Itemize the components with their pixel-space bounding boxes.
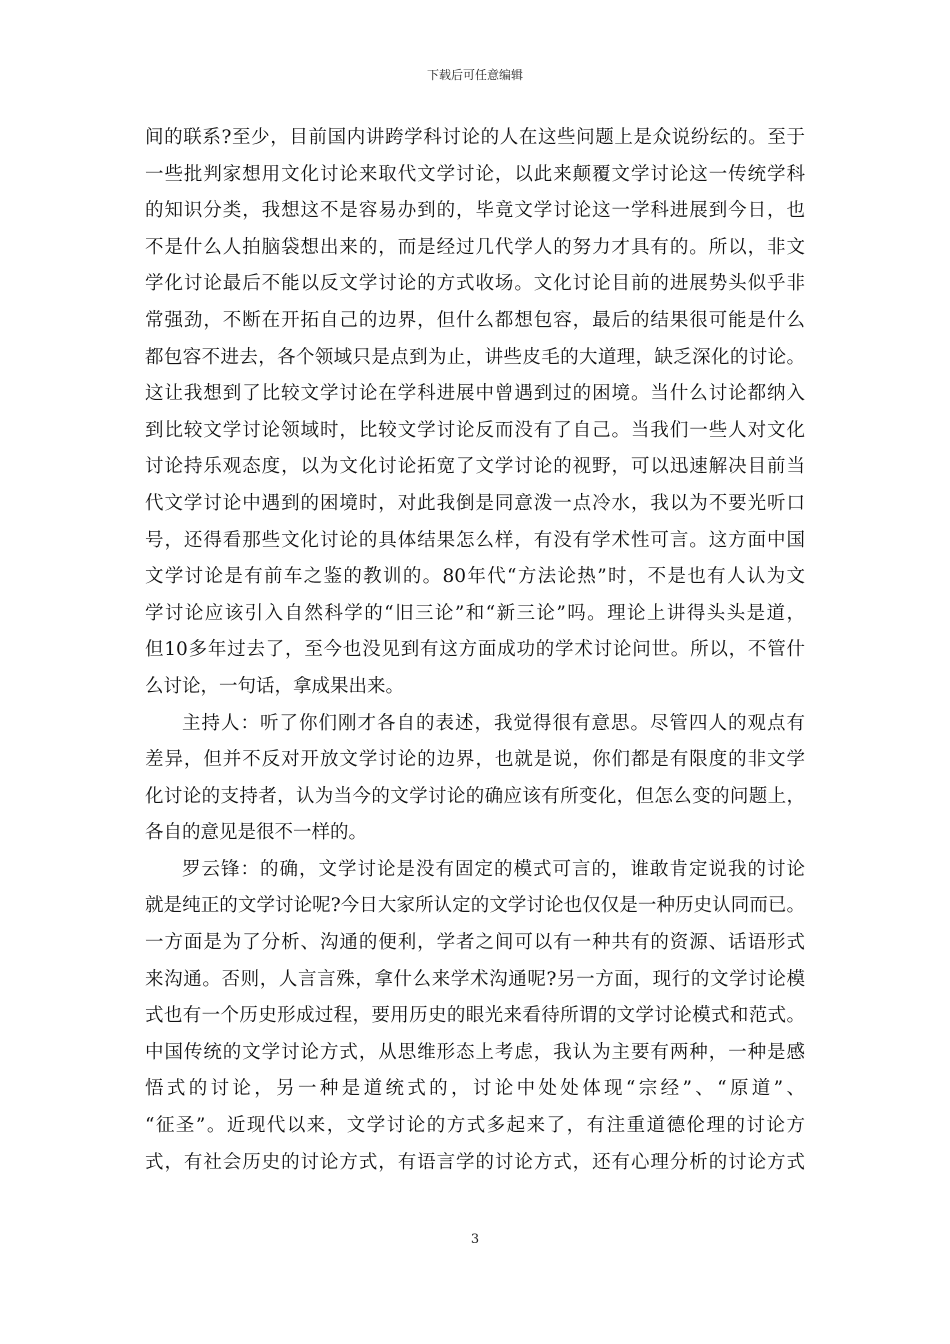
text-line: 到比较文学讨论领域时，比较文学讨论反而没有了自己。当我们一些人对文化 [145, 419, 805, 441]
text-line: 就是纯正的文学讨论呢?今日大家所认定的文学讨论也仅仅是一种历史认同而已。 [145, 895, 805, 917]
text-line: 常强劲，不断在开拓自己的边界，但什么都想包容，最后的结果很可能是什么 [145, 309, 805, 331]
text-line: 学讨论应该引入自然科学的“旧三论”和“新三论”吗。理论上讲得头头是道， [145, 602, 805, 624]
text-line: 号，还得看那些文化讨论的具体结果怎么样，有没有学术性可言。这方面中国 [145, 529, 805, 551]
text-line: 这让我想到了比较文学讨论在学科进展中曾遇到过的困境。当什么讨论都纳入 [145, 383, 805, 405]
text-line: 学化讨论最后不能以反文学讨论的方式收场。文化讨论目前的进展势头似乎非 [145, 273, 805, 295]
text-line: 一些批判家想用文化讨论来取代文学讨论，以此来颠覆文学讨论这一传统学科 [145, 163, 805, 185]
text-line: 各自的意见是很不一样的。 [145, 822, 368, 844]
page-header-note: 下载后可任意编辑 [426, 68, 523, 82]
text-line: 来沟通。否则，人言言殊，拿什么来学术沟通呢?另一方面，现行的文学讨论模 [145, 968, 805, 990]
text-line: 的知识分类，我想这不是容易办到的，毕竟文学讨论这一学科进展到今日，也 [145, 200, 805, 222]
text-line: 但10多年过去了，至今也没见到有这方面成功的学术讨论问世。所以，不管什 [145, 639, 805, 661]
text-line: 代文学讨论中遇到的困境时，对此我倒是同意泼一点冷水，我以为不要光听口 [145, 492, 805, 514]
text-line: 式，有社会历史的讨论方式，有语言学的讨论方式，还有心理分析的讨论方式 [145, 1151, 805, 1173]
text-line: 文学讨论是有前车之鉴的教训的。80年代“方法论热”时，不是也有人认为文 [145, 566, 805, 588]
text-line: 主持人：听了你们刚才各自的表述，我觉得很有意思。尽管四人的观点有 [182, 712, 805, 734]
text-line: 式也有一个历史形成过程，要用历史的眼光来看待所谓的文学讨论模式和范式。 [145, 1005, 805, 1027]
text-line: 都包容不进去，各个领域只是点到为止，讲些皮毛的大道理，缺乏深化的讨论。 [145, 346, 805, 368]
text-line: 罗云锋：的确，文学讨论是没有固定的模式可言的，谁敢肯定说我的讨论 [182, 858, 805, 880]
body-text [145, 120, 805, 1181]
page-number: 3 [470, 1232, 480, 1247]
text-line: 悟式的讨论，另一种是道统式的，讨论中处处体现“宗经”、“原道”、 [145, 1078, 805, 1100]
text-line: 么讨论，一句话，拿成果出来。 [145, 675, 405, 697]
text-line: 差异，但并不反对开放文学讨论的边界，也就是说，你们都是有限度的非文学 [145, 749, 805, 771]
text-line: 不是什么人拍脑袋想出来的，而是经过几代学人的努力才具有的。所以，非文 [145, 236, 805, 258]
text-line: “征圣”。近现代以来，文学讨论的方式多起来了，有注重道德伦理的讨论方 [145, 1115, 805, 1137]
text-line: 化讨论的支持者，认为当今的文学讨论的确应该有所变化，但怎么变的问题上， [145, 785, 805, 807]
text-line: 一方面是为了分析、沟通的便利，学者之间可以有一种共有的资源、话语形式 [145, 932, 805, 954]
text-line: 中国传统的文学讨论方式，从思维形态上考虑，我认为主要有两种，一种是感 [145, 1041, 805, 1063]
text-line: 间的联系?至少，目前国内讲跨学科讨论的人在这些问题上是众说纷纭的。至于 [145, 127, 805, 148]
text-line: 讨论持乐观态度，以为文化讨论拓宽了文学讨论的视野，可以迅速解决目前当 [145, 456, 805, 478]
